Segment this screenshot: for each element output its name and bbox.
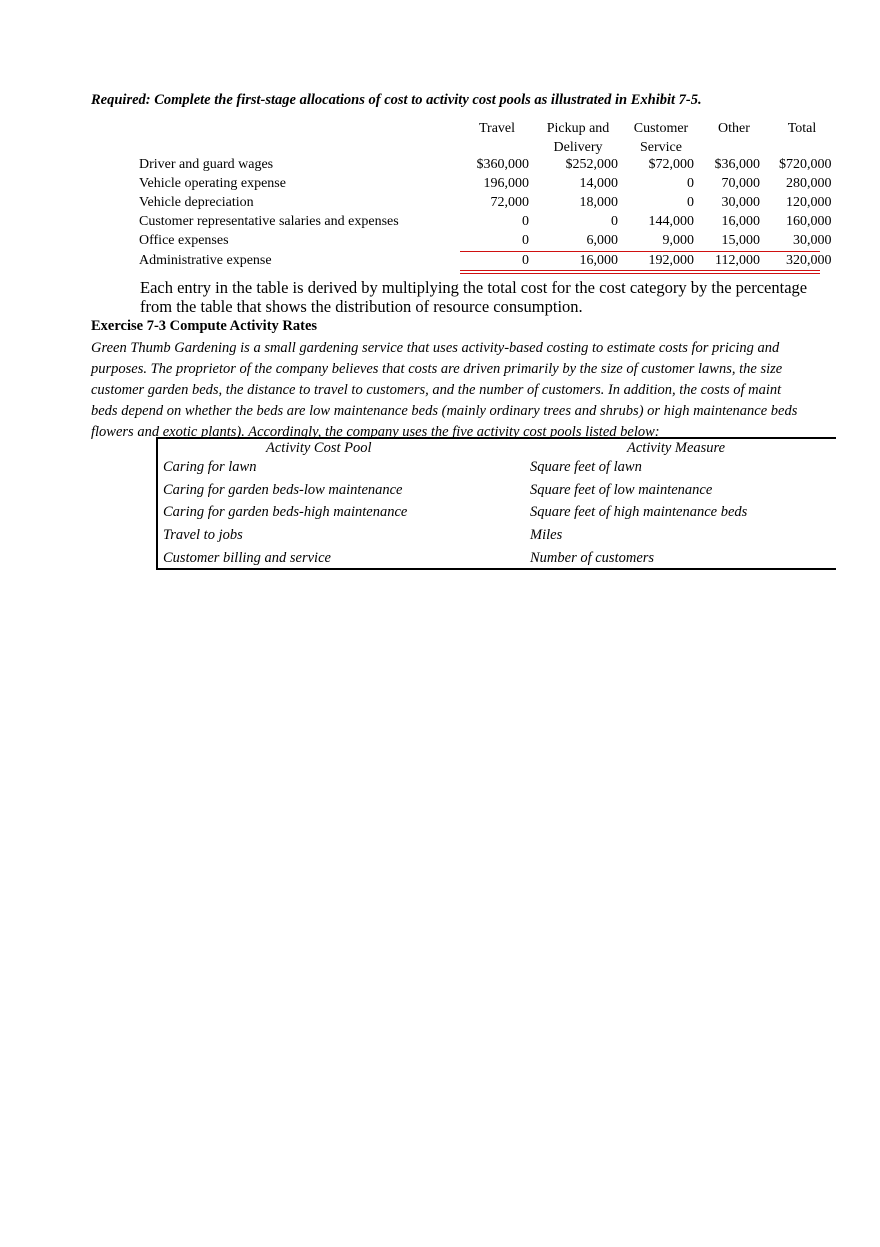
cell-pickup: 14,000: [579, 176, 618, 191]
note-line: Each entry in the table is derived by multiplying the total cost for the cost category by the percentage: [140, 278, 808, 297]
pool-measure: Square feet of lawn: [530, 459, 642, 475]
row-label: Vehicle depreciation: [139, 195, 254, 210]
row-label: Vehicle operating expense: [139, 176, 286, 191]
pool-measure: Number of customers: [530, 550, 655, 566]
cell-other: 112,000: [715, 253, 760, 268]
cell-total: 280,000: [786, 176, 832, 191]
row-label: Administrative expense: [139, 253, 272, 268]
pool-name: Caring for lawn: [163, 459, 257, 475]
note-line: from the table that shows the distribution of resource consumption.: [140, 297, 583, 316]
cell-total: $720,000: [779, 157, 832, 172]
cell-customer-service: 9,000: [662, 233, 694, 248]
row-label: Office expenses: [139, 233, 229, 248]
cell-travel: 0: [522, 253, 529, 268]
pool-measure: Miles: [530, 527, 563, 543]
cell-total: 160,000: [786, 214, 832, 229]
exercise-title: Exercise 7-3 Compute Activity Rates: [91, 318, 318, 334]
required-instruction: Required: Complete the first-stage allocations of cost to activity cost pools as illustrated in Exhibit 7-5.: [91, 92, 702, 108]
cell-travel: 0: [522, 233, 529, 248]
cell-travel: 196,000: [483, 176, 529, 191]
cell-other: $36,000: [714, 157, 760, 172]
cell-customer-service: $72,000: [648, 157, 694, 172]
cell-travel: 72,000: [490, 195, 529, 210]
cell-other: 15,000: [721, 233, 760, 248]
row-label: Driver and guard wages: [139, 157, 274, 172]
pool-name: Customer billing and service: [163, 550, 331, 566]
paragraph-line: flowers and exotic plants). Accordingly, the company uses the five activity cost pools listed below:: [91, 424, 660, 440]
cell-total: 320,000: [786, 253, 832, 268]
paragraph-line: beds depend on whether the beds are low maintenance beds (mainly ordinary trees and shrubs) or high maintenance beds: [91, 403, 798, 419]
cell-other: 30,000: [721, 195, 760, 210]
paragraph-line: Green Thumb Gardening is a small gardening service that uses activity-based costing to estimate costs for pricing and: [91, 340, 780, 356]
cell-customer-service: 0: [687, 176, 694, 191]
pool-name: Travel to jobs: [163, 527, 243, 543]
header-total: Total: [787, 121, 817, 136]
cell-pickup: 16,000: [579, 253, 618, 268]
row-label: Customer representative salaries and expenses: [139, 214, 399, 229]
header-customer-service: Customer Service: [633, 121, 689, 155]
header-other: Other: [718, 121, 750, 136]
cell-pickup: 18,000: [579, 195, 618, 210]
cell-travel: $360,000: [476, 157, 529, 172]
subtotal-rule: [460, 251, 820, 252]
cell-total: 30,000: [793, 233, 832, 248]
cell-other: 16,000: [721, 214, 760, 229]
cell-customer-service: 0: [687, 195, 694, 210]
pool-name: Caring for garden beds-high maintenance: [163, 504, 408, 520]
header-pickup-delivery: Pickup and Delivery: [546, 121, 610, 155]
pool-measure: Square feet of high maintenance beds: [530, 504, 748, 520]
cell-pickup: 0: [611, 214, 618, 229]
header-travel: Travel: [478, 121, 516, 136]
cell-customer-service: 192,000: [648, 253, 694, 268]
paragraph-line: purposes. The proprietor of the company believes that costs are driven primarily by the size of customer lawns, the size: [91, 361, 783, 377]
cell-other: 70,000: [721, 176, 760, 191]
cell-customer-service: 144,000: [648, 214, 694, 229]
total-double-rule-1: [460, 270, 820, 271]
pool-measure: Square feet of low maintenance: [530, 482, 713, 498]
cell-travel: 0: [522, 214, 529, 229]
paragraph-line: customer garden beds, the distance to travel to customers, and the number of customers. In addition, the costs of maint: [91, 382, 782, 398]
pool-header: Activity Cost Pool: [266, 440, 372, 456]
cell-pickup: 6,000: [586, 233, 618, 248]
cell-total: 120,000: [786, 195, 832, 210]
cell-pickup: $252,000: [565, 157, 618, 172]
pool-name: Caring for garden beds-low maintenance: [163, 482, 403, 498]
measure-header: Activity Measure: [627, 440, 726, 456]
total-double-rule-2: [460, 273, 820, 274]
